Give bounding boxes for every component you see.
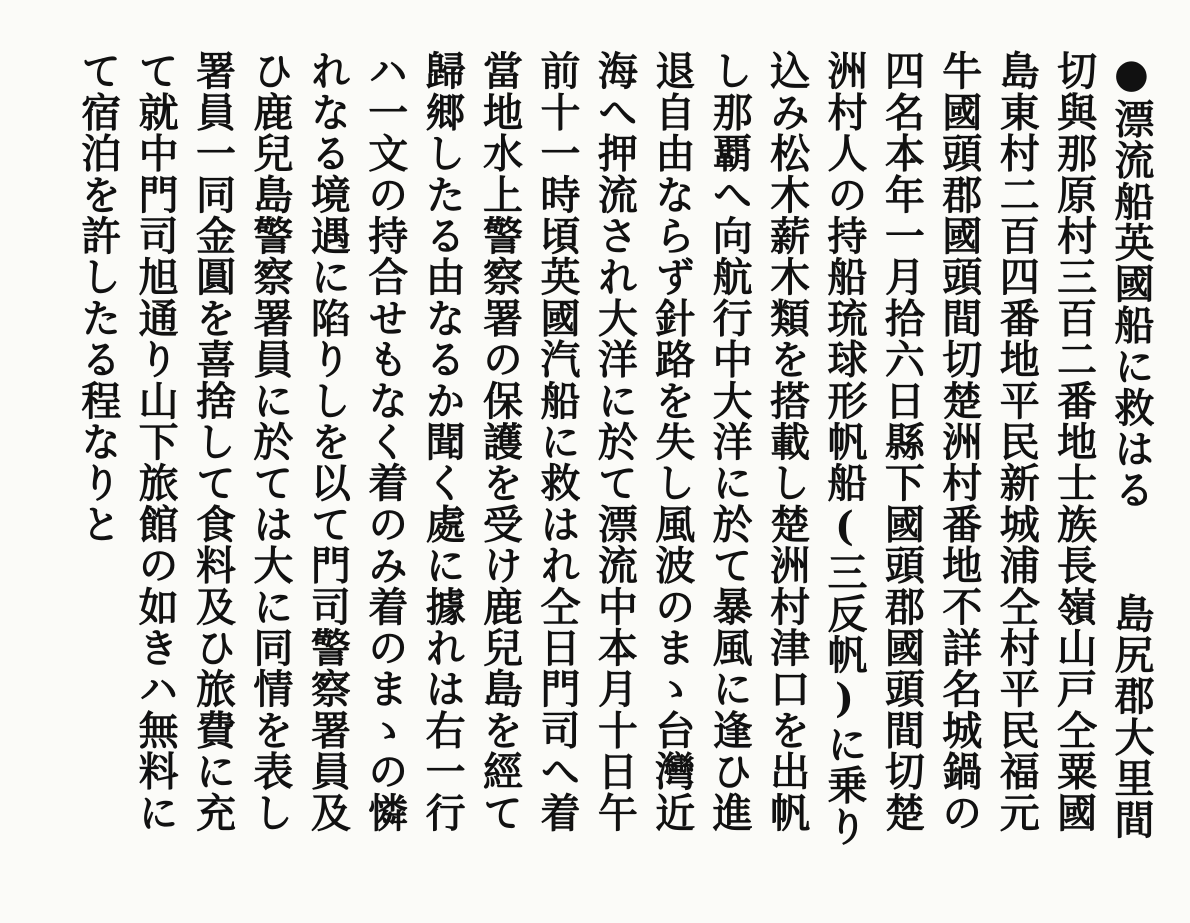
- article-body: 島尻郡大里間切與那原村三百二番地士族長嶺山戸仝粟國島東村二百四番地平民新城浦仝村平民福元牛國頭郡國頭間切楚洲村番地不詳名城鍋の四名本年一月拾六日縣下國頭郡國頭間切楚洲村人の持船琉球形帆船(三反帆)に乗り込み松木薪木類を搭載し楚洲村津口を出帆し那覇へ向航行中大洋に於て暴風に逢ひ進退自由ならず針路を失し風波のまゝ台灣近海へ押流され大洋に於て漂流中本月十日午前十一時頃英國汽船に救はれ仝日門司へ着當地水上警察署の保護を受け鹿兒島を經て歸郷したる由なるか聞く處に據れは右一行ハ一文の持合せもなく着のみ着のまゝの憐れなる境遇に陷りしを以て門司警察署員及ひ鹿兒島警察署員に於ては大に同情を表し署員一同金圓を喜捨して食料及ひ旅費に充て就中門司旭通り山下旅館の如きハ無料にて宿泊を許したる程なりと: [74, 50, 1155, 847]
- article-text: [40, 50, 1160, 870]
- bullet-mark: ●: [1108, 50, 1155, 99]
- headline: 漂流船英國船に救はる: [1108, 98, 1155, 511]
- spacer: [1108, 510, 1155, 592]
